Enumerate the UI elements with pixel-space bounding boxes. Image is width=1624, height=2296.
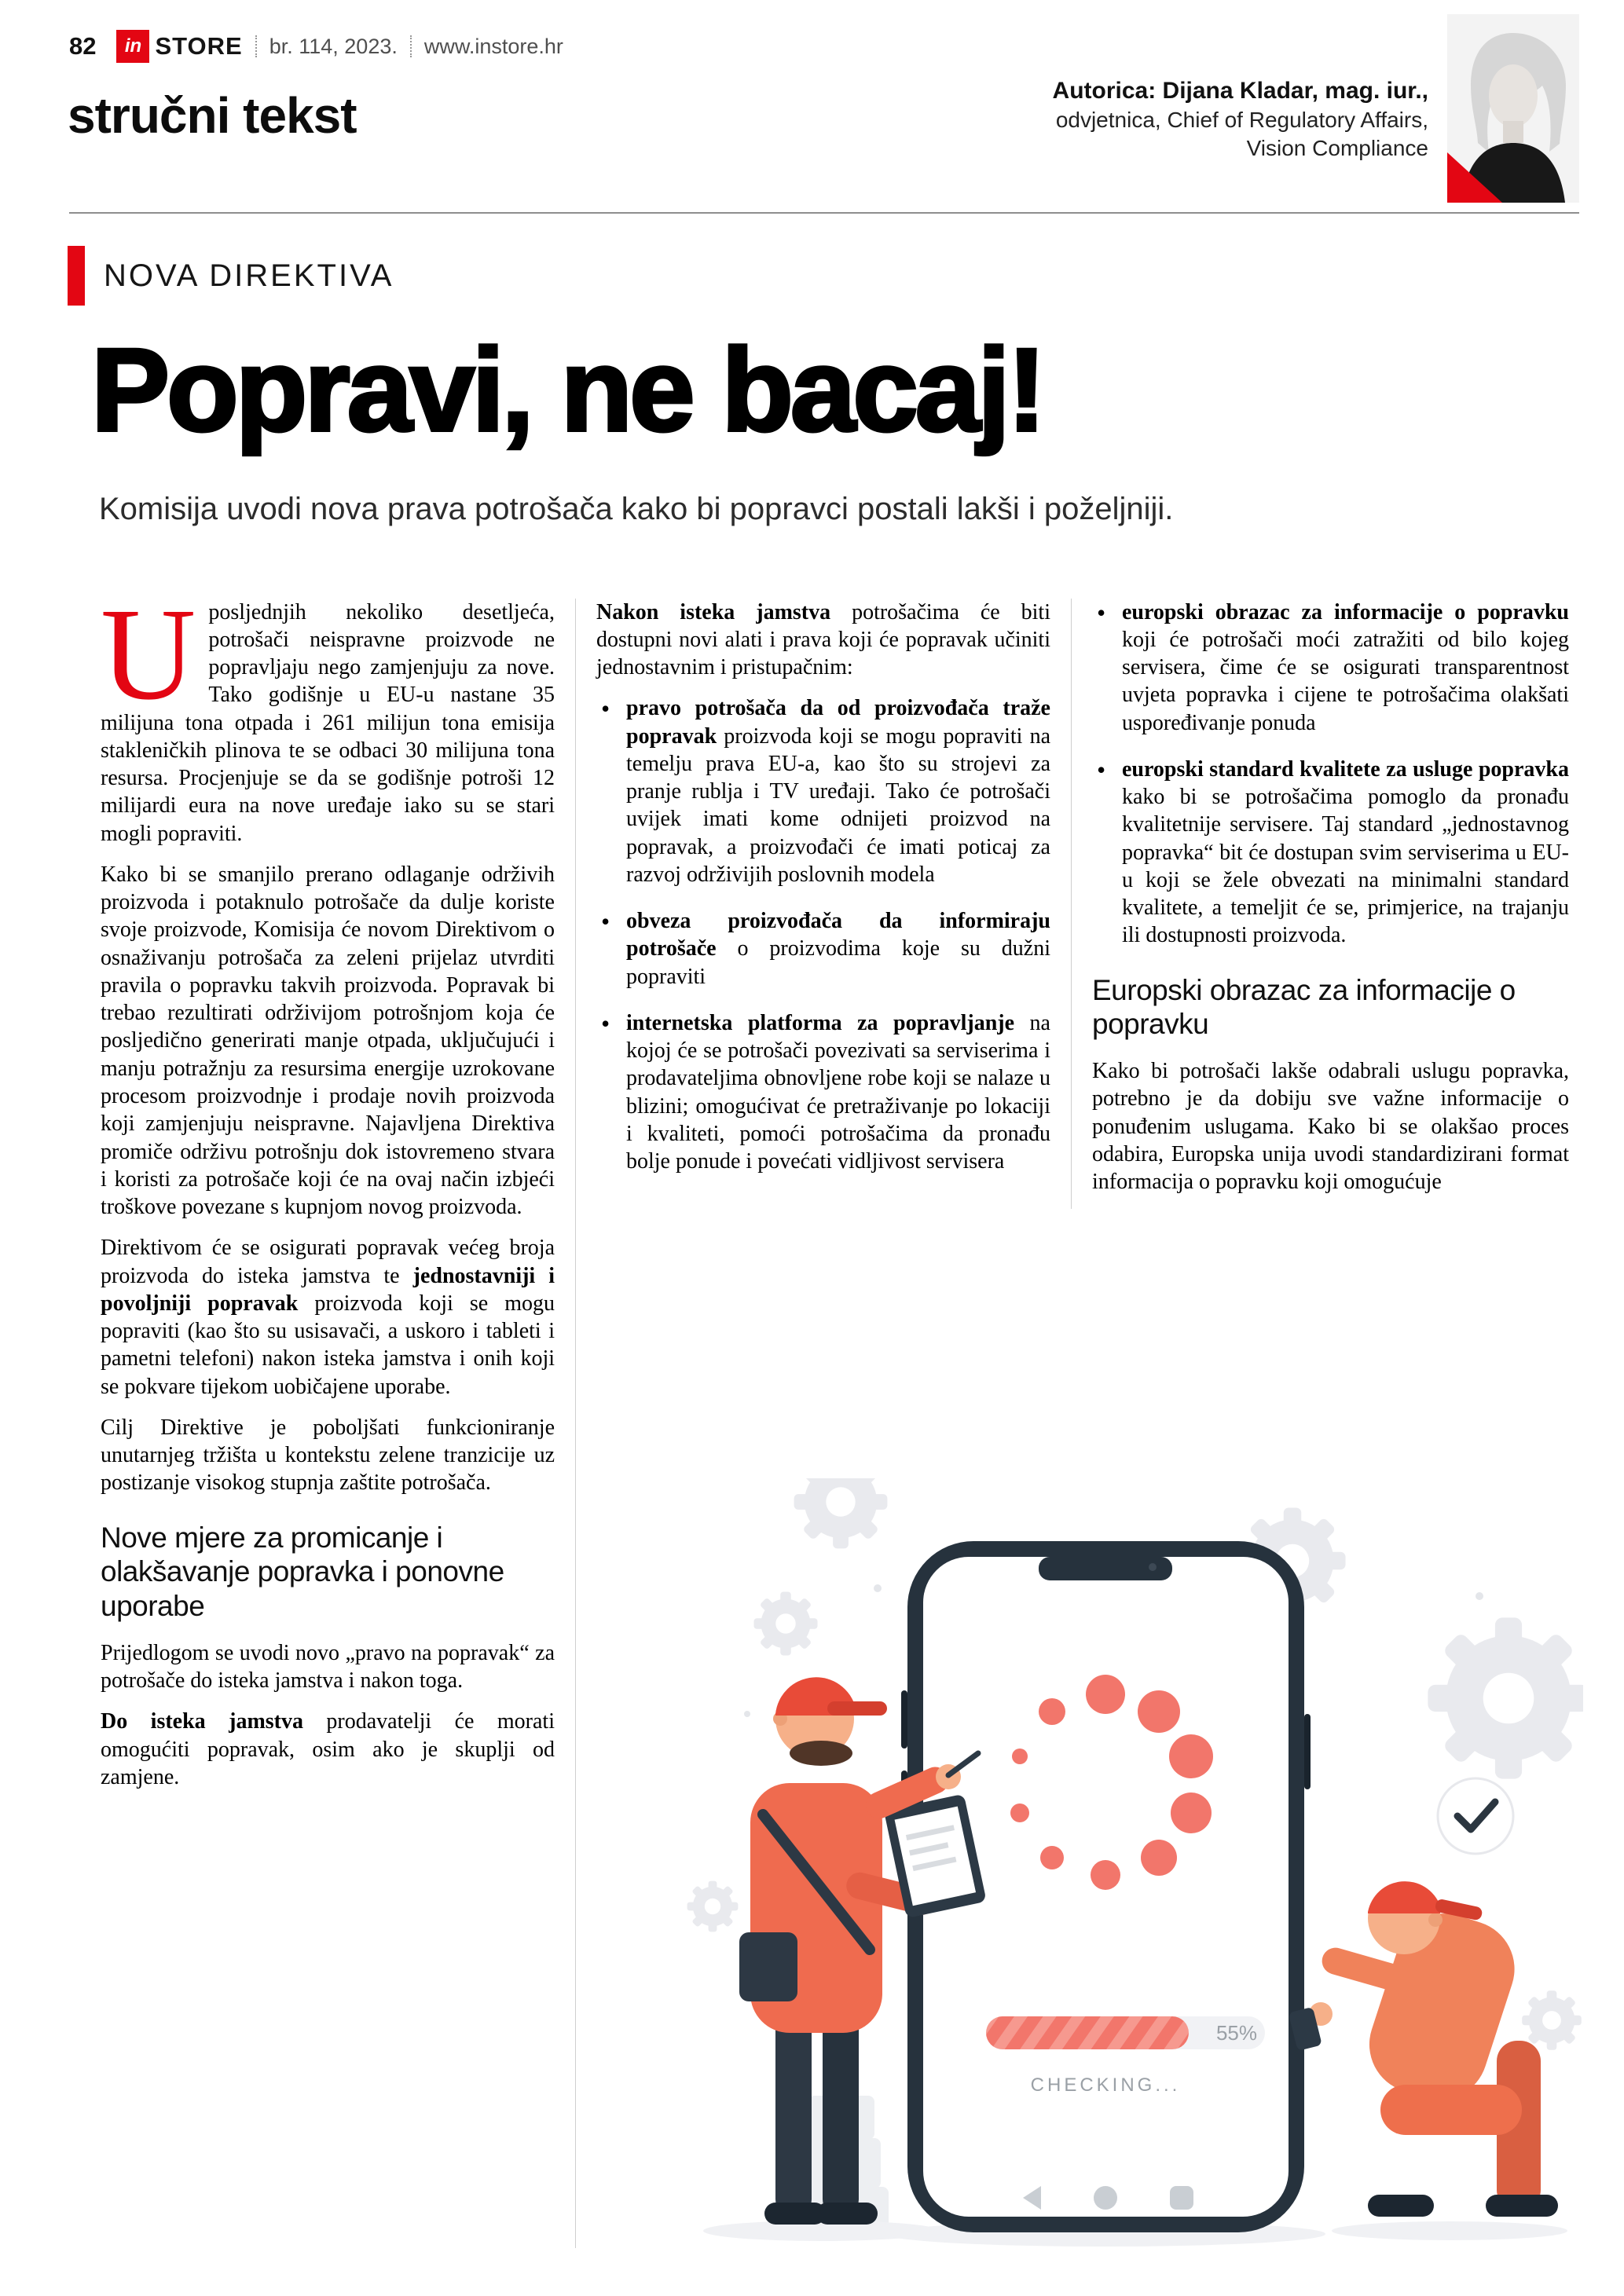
author-block	[1053, 14, 1579, 203]
red-cap-icon	[1368, 1881, 1440, 1913]
checkmark-bubble	[1438, 1778, 1513, 1866]
home-icon	[1094, 2186, 1117, 2210]
bold-text: europski standard kvalitete za usluge popravka	[1122, 756, 1569, 782]
bold-text: europski obrazac za informacije o popravku	[1122, 599, 1569, 624]
paragraph-text: kako bi se potrošačima pomoglo da pronađu kvalitetnije servisere. Taj standard „jednostavnog popravka“ bit će dostupan svim serviserima u EU-u koji se žele obvezati na minimalni standard kvalitete, a temeljit će se, primjerice, na trajanju ili dostupnosti proizvoda.	[1122, 785, 1569, 948]
paragraph	[101, 580, 555, 848]
paragraph: Prijedlogom se uvodi novo „pravo na popravak“ za potrošače do isteka jamstva i nakon toga.	[101, 1640, 555, 1693]
paragraph-text: koji će potrošači moći zatražiti od bilo kojeg servisera, čime će se osigurati transparentnost uvjeta popravka i cijene te potrošačima olakšati uspoređivanje ponuda	[1122, 627, 1569, 735]
author-role: odvjetnica, Chief of Regulatory Affairs,	[1055, 108, 1428, 132]
article-body	[101, 580, 1569, 2248]
bullet-list	[1092, 599, 1569, 950]
website-url: www.instore.hr	[423, 34, 563, 58]
dotted-separator	[255, 35, 257, 57]
page-header	[0, 0, 1624, 212]
dotted-separator	[410, 35, 412, 57]
issue-number: br. 114, 2023.	[269, 34, 398, 58]
paragraph: Cilj Direktive je poboljšati funkcioniranje unutarnjeg tržišta u kontekstu zelene tranzicije uz postizanje visokog stupnja zaštite potrošača.	[101, 1415, 555, 1496]
bold-text: jednostavniji i povoljniji popravak	[101, 1263, 555, 1316]
logo-in-icon: in	[116, 30, 149, 63]
section-title: stručni tekst	[68, 87, 357, 144]
camera-icon	[1149, 1563, 1157, 1571]
paragraph: Kako bi se smanjilo prerano odlaganje održivih proizvoda i potaknulo potrošače da dulje koriste svoje proizvode, Komisija će novom Direktivom o osnaživanju potrošača za zeleni prijelaz utvrditi pravila o popravku takvih proizvoda. Popravak bi trebao rezultirati održivijom potrošnjom koja će posljedično generirati manje otpada, uključujući i manju potražnju za resursima energije uzrokovane procesom proizvodnje i prodaje novih proizvoda koji zamjenjuju neispravne. Najavljena Direktiva promiče održivu potrošnju dok istovremeno stvara i koristi za potrošače koji će na ovaj način izbjeći troškove povezane s kupnjom novog proizvoda.	[101, 862, 555, 1220]
author-photo	[1447, 14, 1579, 203]
column-1	[101, 580, 576, 2248]
author-portrait-image	[1447, 14, 1579, 203]
kicker	[68, 245, 1624, 306]
list-item	[596, 907, 1050, 991]
paragraph-text: Direktivom će se osigurati popravak većeg broja proizvoda do isteka jamstva te	[101, 1236, 555, 1288]
progress-percentage: 55%	[1215, 2020, 1257, 2045]
paragraph-text: o proizvodima koje su dužni popraviti	[626, 936, 1050, 989]
repair-illustration	[672, 1478, 1583, 2248]
list-item	[596, 694, 1050, 888]
subheading: Nove mjere za promicanje i olakšavanje popravka i ponovne uporabe	[101, 1521, 504, 1623]
author-company: Vision Compliance	[1246, 136, 1428, 161]
paragraph	[101, 1234, 555, 1401]
progress-bar	[986, 2016, 1265, 2049]
list-item	[1092, 756, 1569, 950]
paragraph	[101, 1708, 555, 1791]
masthead	[69, 30, 563, 145]
bold-text: Nakon isteka jamstva	[596, 599, 831, 624]
drop-cap: U	[101, 580, 196, 727]
paragraph	[596, 599, 1050, 682]
column-2	[576, 599, 1072, 1210]
status-text: CHECKING...	[1030, 2074, 1181, 2096]
list-item	[1092, 599, 1569, 737]
bold-text: pravo potrošača da od proizvođača traže popravak	[626, 696, 1050, 749]
work-bag	[739, 1932, 797, 2001]
paragraph-text: potrošačima će biti dostupni novi alati i prava koji će popravak učiniti jednostavnim i pristupačnim:	[596, 599, 1050, 680]
header-divider	[69, 212, 1579, 214]
paragraph-text: posljednjih nekoliko desetljeća, potrošači neispravne proizvode ne popravljaju nego zamjenjuju za nove. Tako godišnje u EU-u nastane 35 milijuna tona otpada i 261 milijun tona emisija stakleničkih plinova te se odbaci 30 milijuna tona resursa. Procjenjuje se da se godišnje potroši 12 milijardi eura na nove uređaje iako su se stari mogli popraviti.	[101, 599, 555, 846]
kicker-red-bar	[68, 246, 85, 306]
author-name: Autorica: Dijana Kladar, mag. iur.,	[1052, 78, 1428, 104]
logo-store-text: STORE	[155, 32, 243, 60]
bold-text: obveza proizvođača da informiraju potrošače	[626, 909, 1050, 961]
bullet-list	[596, 694, 1050, 1175]
instore-logo	[116, 30, 242, 63]
paragraph-text: proizvoda koji se mogu popraviti na temelju prava EU-a, kao što su strojevi za pranje rublja i TV uređaji. Tako će potrošači uvijek imati kome odnijeti proizvod na popravak, a proizvođači će imati poticaj za razvoj održivijih poslovnih modela	[626, 723, 1050, 887]
headline: Popravi, ne bacaj!	[91, 324, 1043, 456]
author-credit	[1053, 75, 1428, 203]
recents-icon	[1170, 2186, 1193, 2210]
lede: Komisija uvodi nova prava potrošača kako bi popravci postali lakši i poželjniji.	[99, 491, 1174, 526]
subheading: Europski obrazac za informacije o popravku	[1092, 973, 1516, 1041]
bold-text: internetska platforma za popravljanje	[626, 1010, 1015, 1035]
paragraph: Kako bi potrošači lakše odabrali uslugu popravka, potrebno je da dobiju sve važne informacije o ponuđenim uslugama. Kako bi se olakšao proces odabira, Europska unija uvodi standardizirani format informacija o popravku koji omogućuje	[1092, 1059, 1569, 1195]
worker-right	[1289, 1881, 1567, 2240]
paragraph-text: proizvoda koji se mogu popraviti (kao što su usisavači, a uskoro i tableti i pametni telefoni) nakon isteka jamstva i onih koji se pokvare tijekom uobičajene uporabe.	[101, 1291, 555, 1399]
list-item	[596, 1009, 1050, 1176]
paragraph-text: na kojoj će se potrošači povezivati sa serviserima i prodavateljima obnovljene robe koji se nalaze u blizini; omogućivat će pretraživanje po lokaciji i kvaliteti, pomoći potrošačima da pronađu bolje ponude i povećati vidljivost servisera	[626, 1010, 1050, 1174]
repair-illustration-svg	[672, 1478, 1583, 2248]
text-row	[576, 599, 1569, 1210]
bold-text: Do isteka jamstva	[101, 1709, 303, 1734]
page-number: 82	[69, 32, 97, 60]
paragraph-text: prodavatelji će morati omogućiti popravak, osim ako je skuplji od zamjene.	[101, 1709, 555, 1789]
column-3	[1072, 599, 1569, 1210]
kicker-label: NOVA DIREKTIVA	[104, 258, 394, 293]
